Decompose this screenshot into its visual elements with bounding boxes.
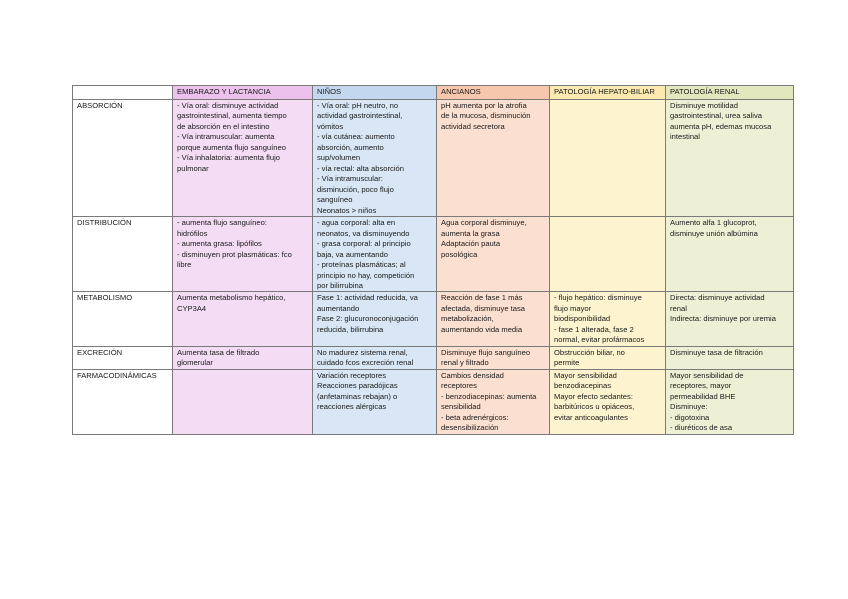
table-cell bbox=[313, 217, 437, 292]
table-cell bbox=[437, 369, 550, 434]
table-cell bbox=[666, 100, 794, 217]
table-cell bbox=[550, 369, 666, 434]
header-hepato-biliar: PATOLOGÍA HEPATO-BILIAR bbox=[550, 86, 666, 100]
header-embarazo: EMBARAZO Y LACTANCIA bbox=[173, 86, 313, 100]
cell-line: de absorción en el intestino bbox=[177, 121, 270, 131]
table-cell bbox=[313, 292, 437, 346]
cell-line: - benzodiacepinas: aumenta bbox=[441, 391, 537, 401]
table-cell bbox=[313, 100, 437, 217]
cell-line: posológica bbox=[441, 249, 478, 259]
table-cell bbox=[437, 292, 550, 346]
cell-line: Agua corporal disminuye, bbox=[441, 218, 527, 228]
cell-line: Mayor efecto sedantes: bbox=[554, 391, 633, 401]
cell-line: - digotoxina bbox=[670, 412, 710, 422]
table-row bbox=[73, 100, 794, 217]
cell-line: Fase 2: glucuronoconjugación bbox=[317, 314, 419, 324]
header-ninos: NIÑOS bbox=[313, 86, 437, 100]
cell-line: Directa: disminuye actividad bbox=[670, 293, 765, 303]
cell-line: Disminuye motilidad bbox=[670, 101, 738, 110]
header-empty bbox=[73, 86, 173, 100]
cell-line: Disminuye tasa de filtración bbox=[670, 347, 763, 357]
cell-line: - aumenta grasa: lipófilos bbox=[177, 239, 262, 249]
cell-line: receptores, mayor bbox=[670, 381, 732, 391]
cell-line: - disminuyen prot plasmáticas: fco bbox=[177, 249, 292, 259]
cell-line: Reacciones paradójicas bbox=[317, 381, 398, 391]
cell-line: Neonatos > niños bbox=[317, 205, 377, 215]
cell-line: metabolización, bbox=[441, 314, 494, 324]
cell-line: disminuye unión albúmina bbox=[670, 228, 758, 238]
cell-line: absorción, aumento bbox=[317, 142, 384, 152]
cell-line: sanguíneo bbox=[317, 195, 353, 205]
table-cell bbox=[173, 292, 313, 346]
table-row bbox=[73, 217, 794, 292]
cell-line: - Vía inhalatoria: aumenta flujo bbox=[177, 153, 280, 163]
header-row bbox=[73, 86, 794, 100]
cell-line: CYP3A4 bbox=[177, 303, 207, 313]
table-cell bbox=[550, 217, 666, 292]
cell-line: - Vía intramuscular: bbox=[317, 174, 383, 184]
table-cell bbox=[173, 217, 313, 292]
cell-line: disminución, poco flujo bbox=[317, 184, 394, 194]
cell-line: actividad secretora bbox=[441, 121, 505, 131]
table-cell bbox=[313, 346, 437, 369]
table-cell bbox=[666, 369, 794, 434]
cell-line: normal, evitar profármacos bbox=[554, 335, 645, 345]
row-label: EXCRECIÓN bbox=[73, 346, 173, 369]
cell-line: Mayor sensibilidad de bbox=[670, 370, 744, 380]
cell-line: reducida, bilirrubina bbox=[317, 324, 384, 334]
table-cell bbox=[173, 346, 313, 369]
cell-line: neonatos, va disminuyendo bbox=[317, 228, 410, 238]
table-row bbox=[73, 369, 794, 434]
cell-line: flujo mayor bbox=[554, 303, 592, 313]
cell-line: Reacción de fase 1 más bbox=[441, 293, 523, 303]
cell-line: (anfetaminas rebajan) o bbox=[317, 391, 398, 401]
cell-line: No madurez sistema renal, bbox=[317, 347, 408, 357]
cell-line: aumenta la grasa bbox=[441, 228, 500, 238]
cell-line: de la mucosa, disminución bbox=[441, 111, 531, 121]
cell-line: - beta adrenérgicos: bbox=[441, 412, 509, 422]
table-cell bbox=[173, 369, 313, 434]
cell-line: Aumenta metabolismo hepático, bbox=[177, 293, 286, 303]
cell-line: evitar anticoagulantes bbox=[554, 412, 628, 422]
cell-line: aumenta pH, edemas mucosa bbox=[670, 121, 772, 131]
cell-line: benzodiacepinas bbox=[554, 381, 611, 391]
cell-line: - fase 1 alterada, fase 2 bbox=[554, 324, 634, 334]
table-cell bbox=[550, 100, 666, 217]
pharmacology-table bbox=[72, 85, 794, 435]
table-row bbox=[73, 292, 794, 346]
cell-line: hidrófilos bbox=[177, 228, 208, 238]
table-cell bbox=[550, 346, 666, 369]
cell-line: Variación receptores bbox=[317, 370, 387, 380]
table-cell bbox=[550, 292, 666, 346]
cell-line: por bilirrubina bbox=[317, 280, 364, 290]
cell-line: - diuréticos de asa bbox=[670, 423, 733, 433]
row-label: ABSORCIÓN bbox=[73, 100, 173, 217]
cell-line: - flujo hepático: disminuye bbox=[554, 293, 642, 303]
table-cell bbox=[173, 100, 313, 217]
cell-line: barbitúricos u opiáceos, bbox=[554, 402, 635, 412]
cell-line: renal bbox=[670, 303, 687, 313]
cell-line: glomerular bbox=[177, 358, 213, 368]
row-label: FARMACODINÁMICAS bbox=[73, 369, 173, 434]
cell-line: Mayor sensibilidad bbox=[554, 370, 617, 380]
cell-line: Adaptación pauta bbox=[441, 239, 501, 249]
cell-line: Obstrucción biliar, no bbox=[554, 347, 625, 357]
cell-line: - aumenta flujo sanguíneo: bbox=[177, 218, 267, 228]
header-renal: PATOLOGÍA RENAL bbox=[666, 86, 794, 100]
cell-line: aumentando vida media bbox=[441, 324, 523, 334]
cell-line: - Vía intramuscular: aumenta bbox=[177, 132, 275, 142]
cell-line: Aumento alfa 1 glucoprot, bbox=[670, 218, 757, 228]
cell-line: renal y filtrado bbox=[441, 358, 489, 368]
cell-line: porque aumenta flujo sanguíneo bbox=[177, 142, 286, 152]
cell-line: desensibilización bbox=[441, 423, 499, 433]
cell-line: - agua corporal: alta en bbox=[317, 218, 396, 228]
cell-line: principio no hay, competición bbox=[317, 270, 415, 280]
cell-line: intestinal bbox=[670, 132, 700, 142]
cell-line: biodisponibilidad bbox=[554, 314, 611, 324]
cell-line: actividad gastrointestinal, bbox=[317, 111, 403, 121]
cell-line: baja, va aumentando bbox=[317, 249, 388, 259]
table-cell bbox=[437, 100, 550, 217]
table-row bbox=[73, 346, 794, 369]
cell-line: gastrointestinal, urea saliva bbox=[670, 111, 763, 121]
cell-line: Disminuye flujo sanguíneo bbox=[441, 347, 531, 357]
cell-line: Disminuye: bbox=[670, 402, 708, 412]
cell-line: aumentando bbox=[317, 303, 360, 313]
cell-line: - Vía oral: pH neutro, no bbox=[317, 101, 399, 110]
cell-line: permeabilidad BHE bbox=[670, 391, 736, 401]
table-cell bbox=[666, 346, 794, 369]
row-label: METABOLISMO bbox=[73, 292, 173, 346]
cell-line: sensibilidad bbox=[441, 402, 481, 412]
cell-line: libre bbox=[177, 260, 192, 270]
cell-line: - grasa corporal: al principio bbox=[317, 239, 411, 249]
cell-line: - proteínas plasmáticas; al bbox=[317, 260, 406, 270]
cell-line: gastrointestinal, aumenta tiempo bbox=[177, 111, 287, 121]
cell-line: Indirecta: disminuye por uremia bbox=[670, 314, 776, 324]
table-cell bbox=[666, 292, 794, 346]
table-cell bbox=[437, 217, 550, 292]
cell-line: - Vía oral: disminuye actividad bbox=[177, 101, 279, 110]
table-cell bbox=[313, 369, 437, 434]
cell-line: afectada, disminuye tasa bbox=[441, 303, 526, 313]
cell-line: permite bbox=[554, 358, 580, 368]
cell-line: pulmonar bbox=[177, 163, 209, 173]
table-cell bbox=[666, 217, 794, 292]
row-label: DISTRIBUCIÓN bbox=[73, 217, 173, 292]
cell-line: Cambios densidad bbox=[441, 370, 504, 380]
cell-line: - vía rectal: alta absorción bbox=[317, 163, 404, 173]
cell-line: reacciones alérgicas bbox=[317, 402, 387, 412]
cell-line: - vía cutánea: aumento bbox=[317, 132, 395, 142]
cell-line: Fase 1: actividad reducida, va bbox=[317, 293, 418, 303]
table-cell bbox=[437, 346, 550, 369]
cell-line: Aumenta tasa de filtrado bbox=[177, 347, 260, 357]
cell-line: vómitos bbox=[317, 121, 344, 131]
cell-line: pH aumenta por la atrofia bbox=[441, 101, 527, 110]
cell-line: receptores bbox=[441, 381, 477, 391]
cell-line: sup/volumen bbox=[317, 153, 361, 163]
header-ancianos: ANCIANOS bbox=[437, 86, 550, 100]
cell-line: cuidado fcos excreción renal bbox=[317, 358, 414, 368]
